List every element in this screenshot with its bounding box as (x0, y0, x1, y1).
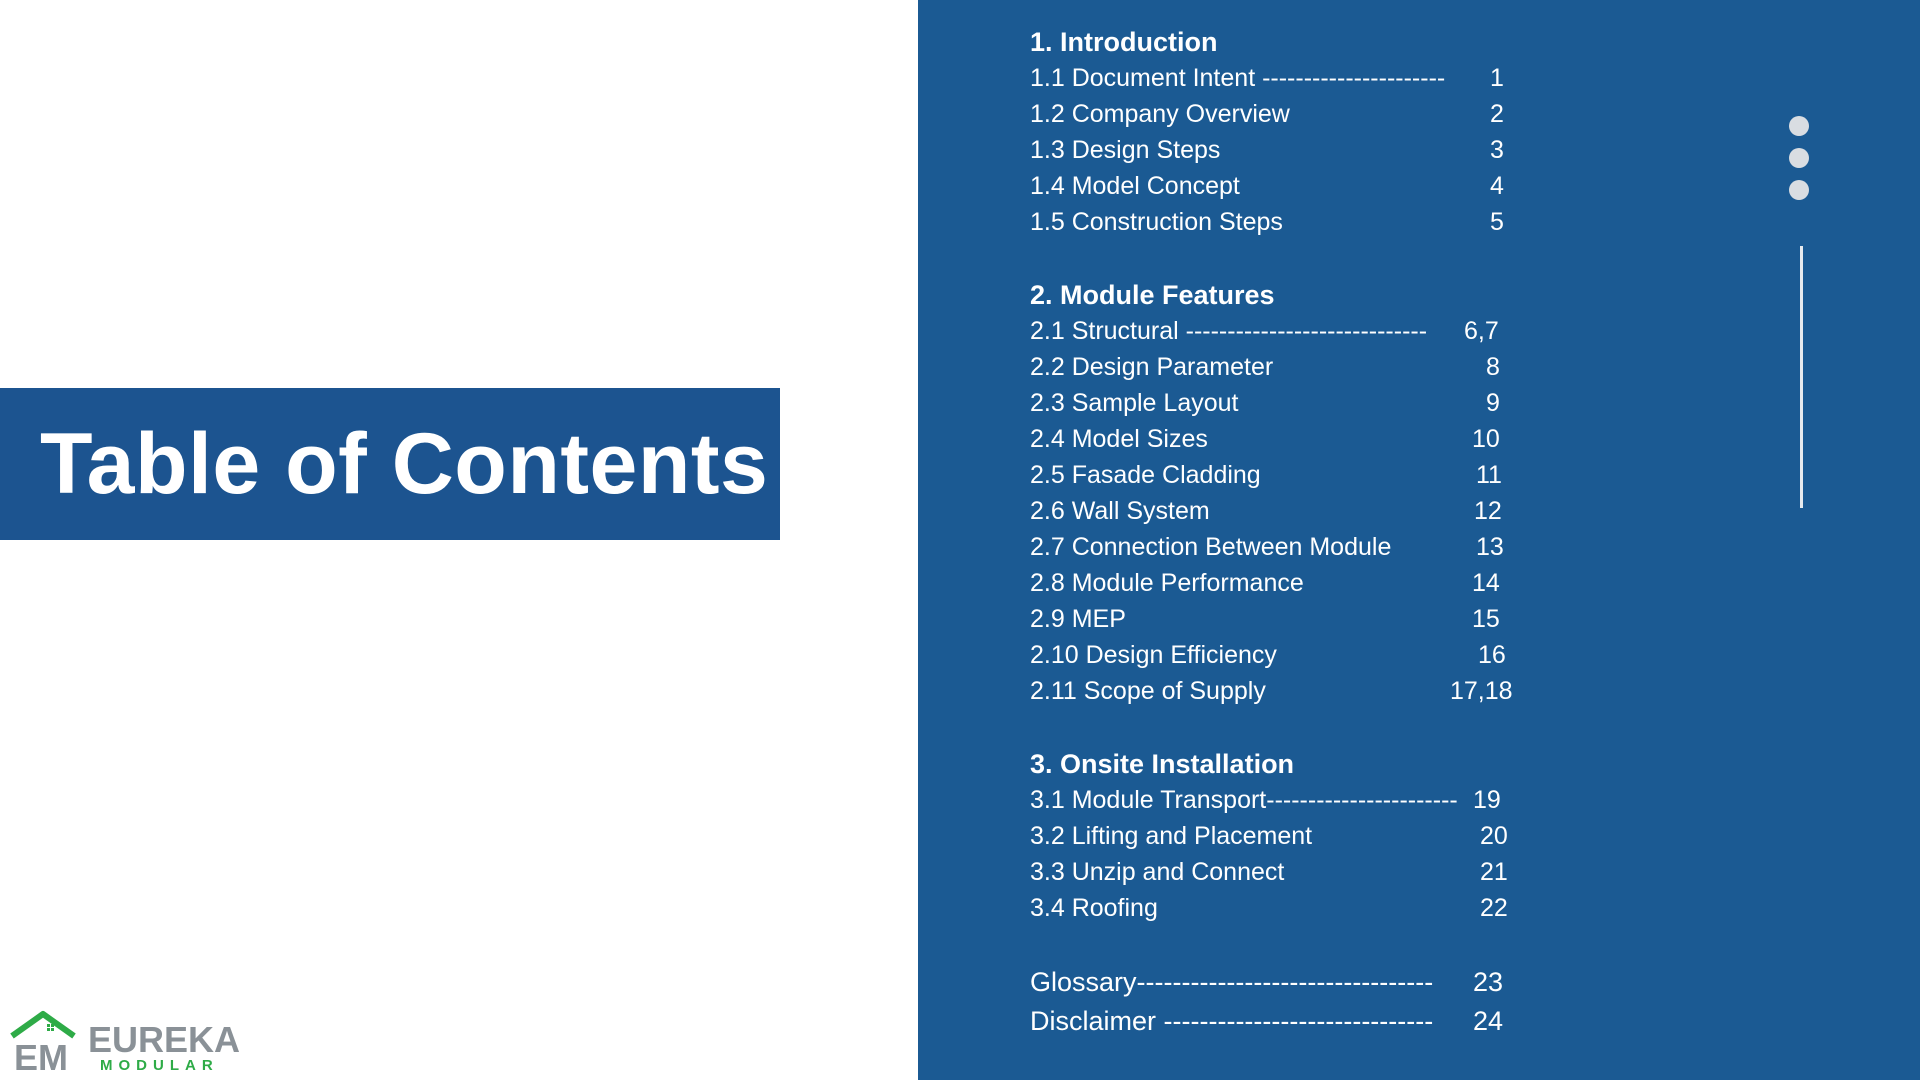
toc-entry-label: 1.2 Company Overview (1030, 100, 1290, 128)
company-logo (8, 1010, 258, 1072)
toc-entry-label: 2.7 Connection Between Module (1030, 533, 1392, 561)
toc-entry-page: 20 (1480, 822, 1508, 850)
toc-entry-label: 3.3 Unzip and Connect (1030, 858, 1285, 886)
toc-entry-label: 2.3 Sample Layout (1030, 389, 1239, 417)
toc-entry[interactable] (1030, 313, 1550, 349)
logo-tagline: MODULAR (100, 1057, 219, 1074)
toc-entry[interactable] (1030, 385, 1550, 421)
toc-entry-page: 9 (1486, 389, 1500, 417)
section-heading: 2. Module Features (1030, 280, 1275, 310)
toc-entry[interactable] (1030, 854, 1550, 890)
dot-icon (1789, 116, 1809, 136)
toc-entry-page: 19 (1473, 786, 1501, 814)
toc-entry-page: 10 (1472, 425, 1500, 453)
toc-entry-label: 1.1 Document Intent ---------------------- (1030, 64, 1446, 92)
toc-entry-label: 2.5 Fasade Cladding (1030, 461, 1261, 489)
toc-entry[interactable] (1030, 529, 1550, 565)
toc-entry-page: 1 (1490, 64, 1504, 92)
toc-entry-label: 1.3 Design Steps (1030, 136, 1221, 164)
toc-entry-page: 6,7 (1464, 317, 1499, 345)
toc-entry[interactable] (1030, 493, 1550, 529)
toc-entry-page: 14 (1472, 569, 1500, 597)
page-title: Table of Contents (40, 415, 769, 512)
toc-entry-label: 2.9 MEP (1030, 605, 1126, 633)
toc-entry[interactable] (1030, 601, 1550, 637)
toc-entry-label: 1.4 Model Concept (1030, 172, 1240, 200)
section-heading: 1. Introduction (1030, 27, 1218, 57)
toc-entry-label: 2.1 Structural ----------------------------- (1030, 317, 1428, 345)
toc-entry[interactable] (1030, 565, 1550, 601)
title-banner (0, 388, 780, 540)
toc-entry[interactable] (1030, 349, 1550, 385)
toc-entry[interactable] (1030, 890, 1550, 926)
house-logo-icon (8, 1010, 78, 1072)
toc-entry-glossary[interactable] (1030, 963, 1550, 1002)
toc-back-matter (1030, 963, 1550, 1041)
toc-entry-page: 22 (1480, 894, 1508, 922)
toc-entry[interactable] (1030, 204, 1550, 240)
toc-section-introduction (1030, 24, 1550, 240)
toc-entry-page: 21 (1480, 858, 1508, 886)
toc-entry-label: 3.4 Roofing (1030, 894, 1158, 922)
decorative-dots (1789, 116, 1811, 212)
toc-entry-page: 12 (1474, 497, 1502, 525)
toc-entry-page: 23 (1473, 967, 1504, 997)
toc-entry-page: 8 (1486, 353, 1500, 381)
toc-entry[interactable] (1030, 637, 1550, 673)
toc-entry[interactable] (1030, 457, 1550, 493)
toc-entry[interactable] (1030, 132, 1550, 168)
toc-entry-page: 13 (1476, 533, 1504, 561)
toc-entry[interactable] (1030, 782, 1550, 818)
toc-entry-page: 5 (1490, 208, 1504, 236)
toc-entry-page: 16 (1478, 641, 1506, 669)
toc-entry-label: 2.2 Design Parameter (1030, 353, 1274, 381)
toc-entry-label: 2.8 Module Performance (1030, 569, 1304, 597)
toc-entry-page: 3 (1490, 136, 1504, 164)
toc-entry-label: 3.1 Module Transport----------------------- (1030, 786, 1458, 814)
table-of-contents (1030, 24, 1550, 1041)
toc-entry-label: 2.10 Design Efficiency (1030, 641, 1277, 669)
toc-entry-page: 24 (1473, 1006, 1504, 1036)
toc-entry[interactable] (1030, 421, 1550, 457)
toc-section-onsite-installation (1030, 746, 1550, 926)
toc-entry-page: 2 (1490, 100, 1504, 128)
toc-entry-disclaimer[interactable] (1030, 1002, 1550, 1041)
toc-entry-label: Glossary--------------------------------- (1030, 967, 1434, 997)
toc-section-module-features (1030, 277, 1550, 709)
toc-entry-label: 2.4 Model Sizes (1030, 425, 1208, 453)
toc-entry[interactable] (1030, 96, 1550, 132)
toc-entry-page: 17,18 (1450, 677, 1513, 705)
svg-text:EM: EM (14, 1037, 68, 1072)
toc-panel (918, 0, 1920, 1080)
toc-entry-label: 3.2 Lifting and Placement (1030, 822, 1313, 850)
dot-icon (1789, 148, 1809, 168)
toc-entry[interactable] (1030, 60, 1550, 96)
toc-entry[interactable] (1030, 818, 1550, 854)
decorative-vertical-line (1800, 246, 1803, 508)
toc-entry-label: Disclaimer ------------------------------ (1030, 1006, 1434, 1036)
toc-entry-label: 1.5 Construction Steps (1030, 208, 1283, 236)
dot-icon (1789, 180, 1809, 200)
toc-entry-label: 2.11 Scope of Supply (1030, 677, 1266, 705)
toc-entry[interactable] (1030, 673, 1550, 709)
left-panel (0, 0, 918, 1080)
toc-entry-page: 4 (1490, 172, 1504, 200)
toc-entry[interactable] (1030, 168, 1550, 204)
toc-entry-label: 2.6 Wall System (1030, 497, 1210, 525)
toc-entry-page: 15 (1472, 605, 1500, 633)
section-heading: 3. Onsite Installation (1030, 749, 1295, 779)
toc-entry-page: 11 (1476, 461, 1502, 489)
logo-name: EUREKA (88, 1019, 241, 1060)
